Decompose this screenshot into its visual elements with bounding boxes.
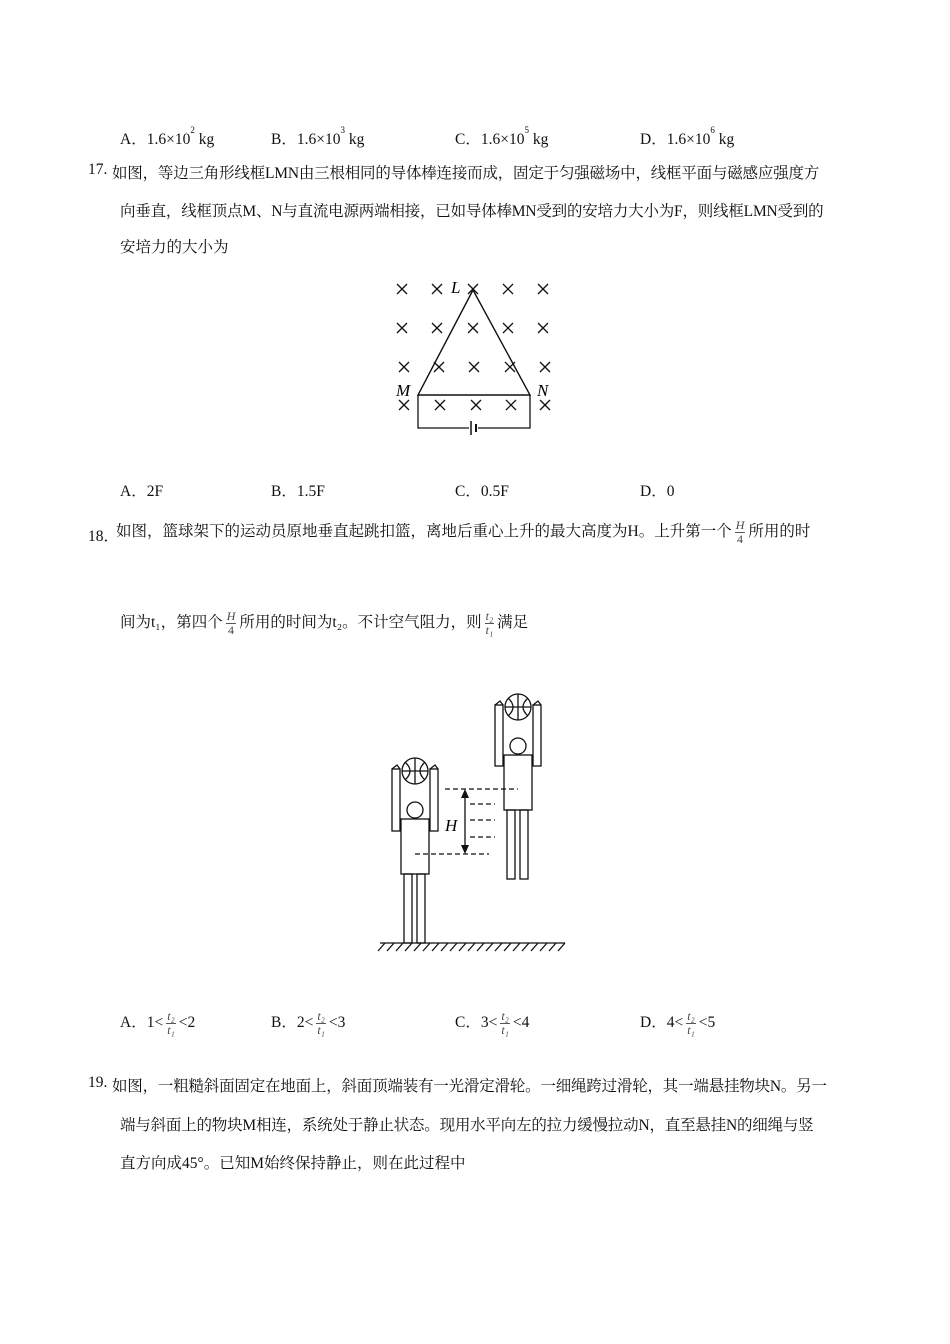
- q17-number: 17.: [88, 161, 108, 178]
- q18-figure: [375, 688, 570, 956]
- ground: [378, 943, 565, 951]
- q17-text-line2: 向垂直，线框顶点M、N与直流电源两端相接，已如导体棒MN受到的安培力大小为F，则线框LMN受到的: [120, 203, 824, 220]
- label-n: N: [537, 381, 549, 400]
- q16-option-c: C．$1.6\times 10^5$ kg: [455, 125, 549, 148]
- q19-text-line2: 端与斜面上的物块M相连，系统处于静止状态。现用水平向左的拉力缓慢拉动N，直至悬挂N的细绳与竖: [120, 1117, 814, 1134]
- q18-option-a: A．1< $\frac{\text{t₂}}{\text{t₁}}$ <2: [120, 1008, 196, 1037]
- q17-option-d: D．0: [640, 483, 675, 500]
- fraction-h-over-4: $\frac{H}{4}$: [735, 517, 745, 546]
- label-h: H: [445, 816, 458, 835]
- q17-option-b: B．1.5F: [271, 483, 325, 500]
- q19-text-line1: 如图，一粗糙斜面固定在地面上，斜面顶端装有一光滑定滑轮。一细绳跨过滑轮，其一端悬挂物块N。另一: [112, 1078, 827, 1095]
- label-l: L: [451, 278, 461, 297]
- label-m: M: [396, 381, 411, 400]
- q17-option-c: C．0.5F: [455, 483, 509, 500]
- standing-player: [392, 758, 438, 943]
- q18-option-c: C．3< $\frac{\text{t₂}}{\text{t₁}}$ <4: [455, 1008, 530, 1037]
- q18-option-b: B．2< $\frac{\text{t₂}}{\text{t₁}}$ <3: [271, 1008, 346, 1037]
- q17-option-a: A．2F: [120, 483, 164, 500]
- triangle-frame: [418, 290, 530, 395]
- q17-text-line3: 安培力的大小为: [120, 239, 229, 256]
- circuit-wire: [418, 395, 530, 435]
- q19-number: 19.: [88, 1074, 108, 1091]
- q18-text-line1: 如图，篮球架下的运动员原地垂直起跳扣篮，离地后重心上升的最大高度为H。上升第一个 $\frac{H}{4}$ 所用的时: [116, 517, 811, 546]
- q18-text-line2: 间为t₁，第四个 $\frac{H}{4}$ 所用的时间为t₂。不计空气阻力，则 $\frac{\text{t₂}}{\text{t₁}}$ 满足: [120, 608, 529, 637]
- q16-option-a: A．$1.6\times 10^2$ kg: [120, 125, 215, 148]
- q18-number: 18．: [88, 528, 120, 545]
- q18-option-d: D．4< $\frac{\text{t₂}}{\text{t₁}}$ <5: [640, 1008, 716, 1037]
- q17-text-line1: 如图，等边三角形线框LMN由三根相同的导体棒连接而成，固定于匀强磁场中，线框平面与磁感应强度方: [112, 165, 820, 182]
- q19-text-line3: 直方向成45°。已知M始终保持静止，则在此过程中: [120, 1155, 466, 1172]
- fraction-h-over-4: $\frac{H}{4}$: [226, 608, 236, 637]
- q17-figure: [385, 272, 565, 442]
- fraction-t2-over-t1: $\frac{\text{t₂}}{\text{t₁}}$: [485, 608, 494, 637]
- jumping-player: [495, 694, 541, 879]
- q16-option-d: D．$1.6\times 10^6$ kg: [640, 125, 735, 148]
- q16-option-b: B．$1.6\times 10^3$ kg: [271, 125, 365, 148]
